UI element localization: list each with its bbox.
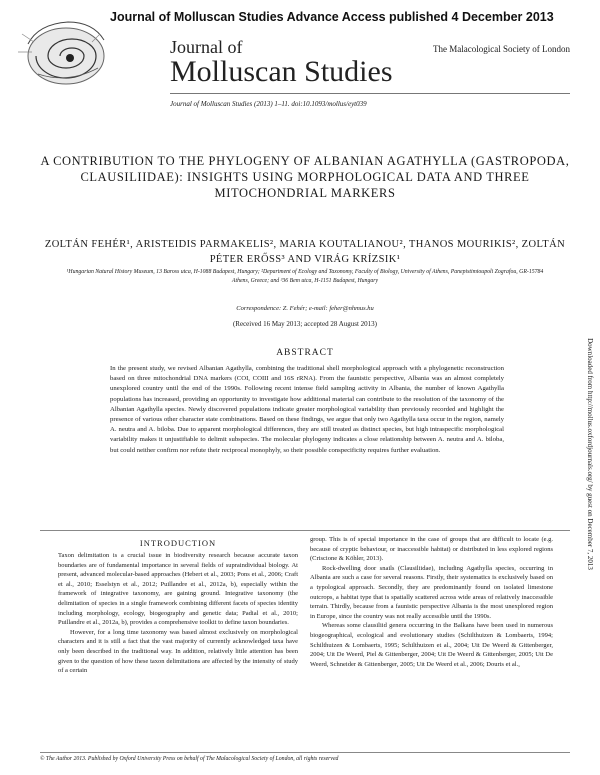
- paragraph: However, for a long time taxonomy was based almost exclusively on morphological characters and it is still a fact that the vast majority of currently acknowledged taxa have only been described in the traditional way. In addition, relatively little attention has been given to the question of how these taxon delimitations are affected by the intensity of study of a certain: [58, 628, 298, 675]
- abstract-heading: ABSTRACT: [276, 348, 334, 358]
- download-notice[interactable]: Downloaded from http://mollus.oxfordjournals.org/ by guest on December 7, 2013: [586, 338, 594, 570]
- citation-line: Journal of Molluscan Studies (2013) 1–11. doi:10.1093/mollus/eyt039: [170, 100, 367, 108]
- paragraph: Rock-dwelling door snails (Clausiliidae), including Agathylla species, occurring in Albania are such a case for several reasons. Firstly, their systematics is exclusively based on a typological approach. Secondly, they are predominantly found on isolated limestone outcrops, a habitat type that is spatially scattered across wide areas of relatively inaccessible terrain. Thirdly, because from a faunistic perspective Albania is the most unexplored region in Europe, since the country was not really accessible until the 1990s.: [310, 564, 553, 620]
- paragraph: group. This is of special importance in the case of groups that are difficult to locate (e.g. because of cryptic behaviour, or inaccessible habitat) or distributed in less explored regions (Criscione & Köhler, 2013).: [310, 536, 553, 563]
- paragraph: Whereas some clausiliid genera occurring in the Balkans have been used in numerous biogeographical, ecological and evolutionary studies (Schilthuizen & Lombaerts, 1994; Schilthuizen & Lombaerts, 1995; Schilthuizen et al., 2004; Uit De Weerd & Gittenberger, 2004; Uit De Weerd, Piel & Gittenberger, 2004; Uit De Weerd & Gittenberger, 2005; Uit De Weerd, Schneider & Gittenberger, 2005; Uit De Weerd et al., 2006; Douris et al.,: [310, 622, 553, 668]
- received-dates: (Received 16 May 2013; accepted 28 August 2013): [232, 320, 378, 328]
- society-name: The Malacological Society of London: [433, 44, 570, 54]
- author-list: ZOLTÁN FEHÉR¹, ARISTEIDIS PARMAKELIS², MARIA KOUTALIANOU², THANOS MOURIKIS², ZOLTÁN PÉTER ERŐSS³ AND VIRÁG KRÍZSIK¹: [44, 239, 566, 265]
- introduction-heading: INTRODUCTION: [139, 538, 217, 548]
- journal-title: Molluscan Studies: [170, 55, 393, 88]
- right-column: [310, 535, 553, 669]
- abstract-text: In the present study, we revised Albanian Agathylla, combining the traditional shell morphological approach with a phylogenetic reconstruction based on three mitochondrial DNA markers (COI, COIII and 16S rRNA). From the faunistic perspective, Albania was an almost completely unexplored country until the end of the 1990s. Following recent intense field sampling activity in Albania, the number of known Agathylla populations has increased, providing an opportunity to investigate how additional material can contribute to the resolution of the taxonomy of the Albanian Agathylla species. Newly discovered populations indicate greater morphological variability than previously recorded and highlight the presence of various other character state combinations. Based on these findings, we argue that only two Agathylla taxa occur in the region, namely A. neutra and A. biloba. Due to apparent morphological differences, they are still treated as distinct species, but high intraspecific morphological variability makes it unjustifiable to delimit subspecies. The molecular phylogeny indicates a close relationship between A. neutra and A. biloba, but could neither confirm nor refute their reciprocal monophyly, so their possible conspecificity requires further evaluation.: [110, 365, 504, 454]
- footer-rule: [40, 752, 570, 753]
- journal-title-prefix: Journal of: [170, 37, 243, 57]
- advance-access-banner: Journal of Molluscan Studies Advance Access published 4 December 2013: [110, 10, 554, 24]
- masthead-rule: [170, 93, 570, 94]
- abstract-rule: [40, 530, 570, 531]
- paragraph: Taxon delimitation is a crucial issue in biodiversity research because accurate taxon boundaries are of fundamental importance in several fields of supraindividual biology. At present, advanced molecular-based approaches (Hebert et al., 2003; Pons et al., 2006; Craft et al., 2010; Esselstyn et al., 2012; Puillandre et al., 2012a, b), especially within the framework of integrative taxonomy, are gaining ground. Integrative taxonomy (the delimitation of species in a single framework combining different facets of species identity including morphology, ecology, biogeography and genetic data; Padial et al., 2010; Puillandre et al., 2012a, b), provides a comprehensive toolkit to define taxon boundaries.: [58, 552, 298, 627]
- snail-shell-logo: [8, 4, 112, 90]
- left-column: [58, 551, 298, 676]
- copyright-footer: © The Author 2013. Published by Oxford University Press on behalf of The Malacological Society of London, all rights reserved: [40, 756, 339, 762]
- correspondence: Correspondence: Z. Fehér; e-mail: feher@nhmus.hu: [236, 305, 374, 312]
- affiliations: ¹Hungarian Natural History Museum, 13 Baross utca, H-1088 Budapest, Hungary; ²Department of Ecology and Taxonomy, Faculty of Biology, University of Athens, Panepistimioupoli Zografou, GR-15784 Athens, Greece; and ³36 Bem utca, H-1151 Budapest, Hungary: [66, 269, 544, 284]
- download-sidebar: [580, 250, 594, 670]
- article-title: A CONTRIBUTION TO THE PHYLOGENY OF ALBANIAN AGATHYLLA (GASTROPODA, CLAUSILIIDAE): INSIGHTS USING MORPHOLOGICAL DATA AND THREE MITOCHONDRIAL MARKERS: [40, 154, 570, 200]
